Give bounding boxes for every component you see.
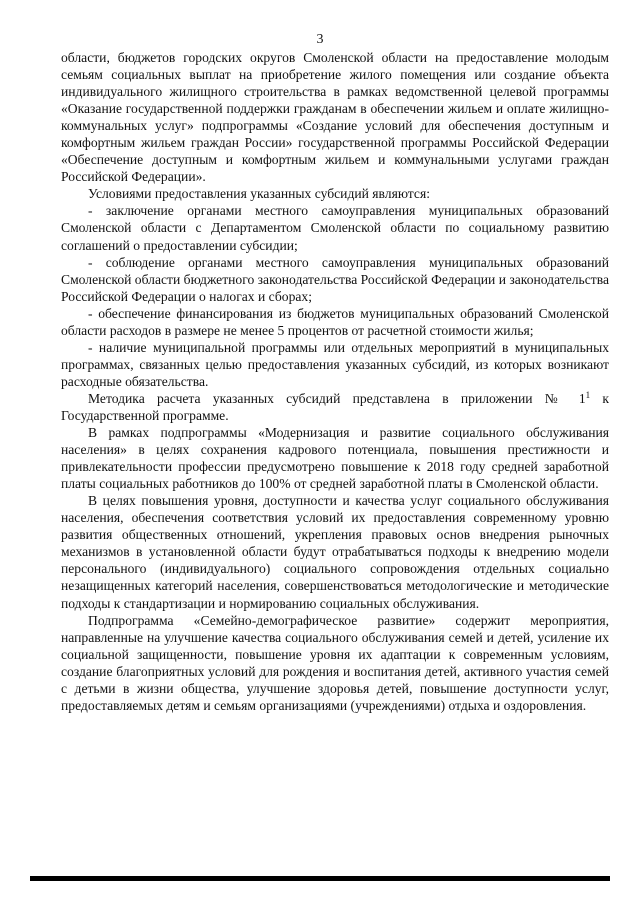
list-item-municipal-program: - наличие муниципальной программы или отдельных мероприятий в муниципальных программах, связанных целью предоставления указанных субсидий, из которых возникают расходные обязательства. (61, 339, 609, 389)
list-item-budget-compliance: - соблюдение органами местного самоуправления муниципальных образований Смоленской области бюджетного законодательства Российской Федерации и законодательства Российской Федерации о налогах и сборах; (61, 254, 609, 304)
paragraph-modernization: В рамках подпрограммы «Модернизация и развитие социального обслуживания населения» в целях сохранения кадрового потенциала, повышения престижности и привлекательности профессии предусмотрено повышение к 2018 году средней заработной платы социальных работников до 100% от средней заработной платы в Смоленской области. (61, 425, 609, 492)
methodology-text: Методика расчета указанных субсидий представлена в приложении № 1 (88, 390, 586, 406)
list-item-financing: - обеспечение финансирования из бюджетов муниципальных образований Смоленской области расходов в размере не менее 5 процентов от расчетной стоимости жилья; (61, 305, 609, 338)
paragraph-family-demographic: Подпрограмма «Семейно-демографическое развитие» содержит мероприятия, направленные на улучшение качества социального обслуживания семей и детей, усиление их социальной защищенности, повышение уровня их адаптации к современным условиям, создание благоприятных условий для рождения и воспитания детей, активного участия семей с детьми в жизни общества, улучшение здоровья детей, повышение доступности услуг, предоставляемых детям и семьям организациями (учреждениями) отдыха и оздоровления. (61, 612, 609, 713)
paragraph-methodology (61, 390, 609, 424)
paragraph-continuation: области, бюджетов городских округов Смоленской области на предоставление молодым семьям социальных выплат на приобретение жилого помещения или создание объекта индивидуального жилищного строительства в рамках ведомственной целевой программы «Оказание государственной поддержки гражданам в обеспечении жильем и оплате жилищно-коммунальных услуг» подпрограммы «Создание условий для обеспечения доступным и комфортным жильем граждан России» государственной программы Российской Федерации «Обеспечение доступным и комфортным жильем и коммунальными услугами граждан Российской Федерации». (61, 50, 609, 185)
list-item-agreement: - заключение органами местного самоуправления муниципальных образований Смоленской области с Департаментом Смоленской области по социальному развитию соглашений о предоставлении субсидии; (61, 203, 609, 253)
methodology-tail: к Государственной программе. (61, 390, 609, 423)
page-number: 3 (316, 32, 324, 47)
bottom-rule (30, 876, 610, 881)
paragraph-conditions-intro: Условиями предоставления указанных субсидий являются: (88, 186, 430, 202)
document-body (61, 49, 609, 714)
footnote-marker: 1 (585, 389, 591, 400)
paragraph-quality: В целях повышения уровня, доступности и качества услуг социального обслуживания населения, обеспечения соответствия условий их предоставления современному уровню развития общественных отношений, укрепления правовых основ внедрения рыночных механизмов в установленной области будут отрабатываться подходы к внедрению модели персонального (индивидуального) социального сопровождения отдельных социально незащищенных категорий населения, совершенствоваться методологические и методические подходы к стандартизации и нормированию социальных обслуживания. (61, 493, 609, 611)
